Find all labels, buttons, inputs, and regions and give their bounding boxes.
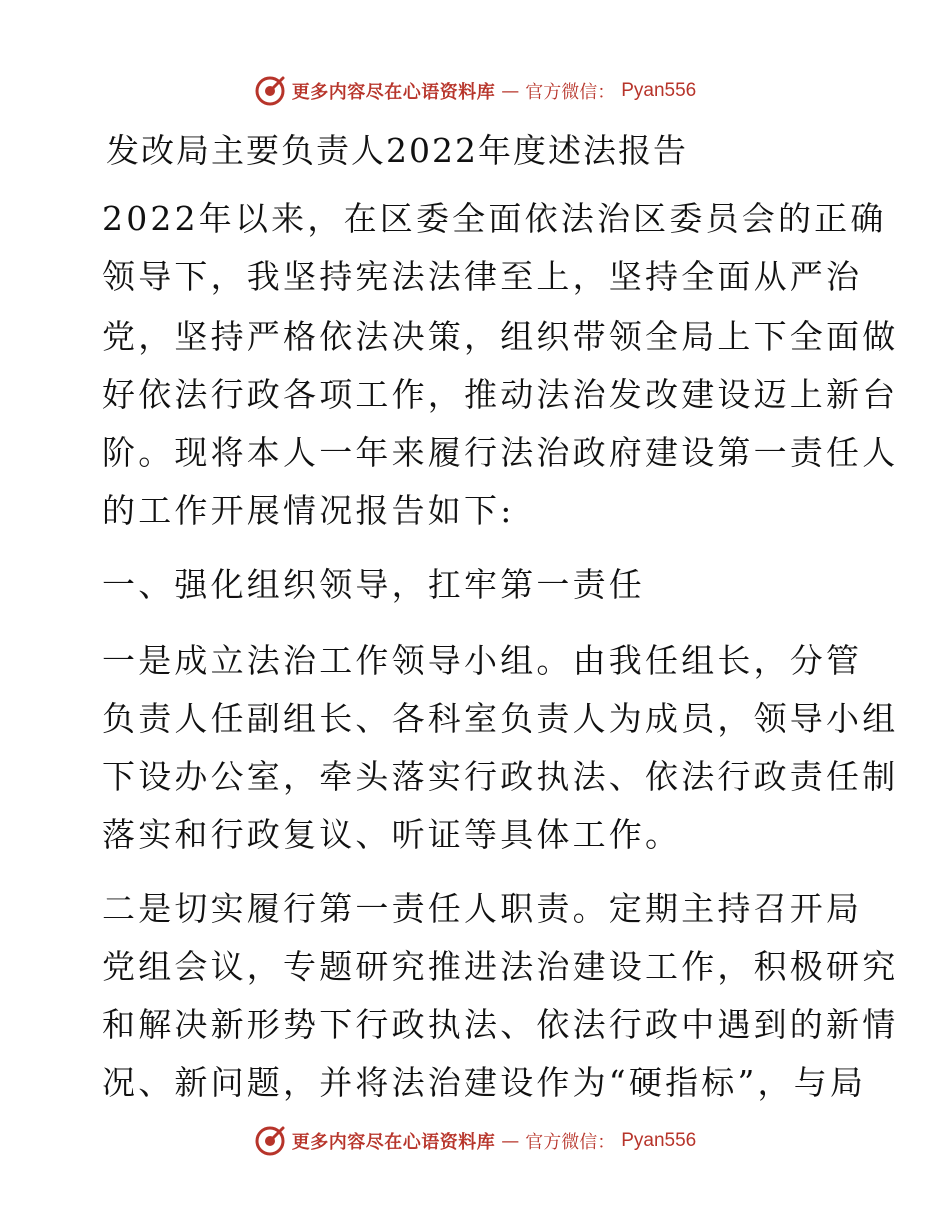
body-line: 二是切实履行第一责任人职责。定期主持召开局 [102,889,863,928]
body-line: 负责人任副组长、各科室负责人为成员，领导小组 [102,699,899,738]
body-line: 党组会议，专题研究推进法治建设工作，积极研究 [102,947,899,986]
body-line: 的工作开展情况报告如下: [102,491,515,530]
body-line: 阶。现将本人一年来履行法治政府建设第一责任人 [102,433,899,472]
body-line: 好依法行政各项工作，推动法治发改建设迈上新台 [102,375,899,414]
watermark-separator: — [501,80,520,102]
watermark-label: 官方微信： [525,82,616,103]
body-line: 落实和行政复议、听证等具体工作。 [102,815,682,854]
body-line: 和解决新形势下行政执法、依法行政中遇到的新情 [102,1005,899,1044]
body-line: 下设办公室，牵头落实行政执法、依法行政责任制 [102,757,899,796]
watermark-header [0,71,950,111]
watermark-label: 官方微信： [525,1132,616,1153]
watermark-separator: — [501,1130,520,1152]
watermark-wechat-id: Pyan556 [621,80,697,101]
section-heading: 一、强化组织领导，扛牢第一责任 [102,565,645,604]
logo-icon [254,75,286,107]
body-line: 2022年以来，在区委全面依法治区委员会的正确 [102,199,887,238]
body-line: 领导下，我坚持宪法法律至上，坚持全面从严治 [102,257,863,296]
document-title: 发改局主要负责人2022年度述法报告 [106,131,688,170]
logo-icon [254,1125,286,1157]
body-line: 党，坚持严格依法决策，组织带领全局上下全面做 [102,317,899,356]
body-line: 一是成立法治工作领导小组。由我任组长，分管 [102,641,863,680]
watermark-text: 更多内容尽在心语资料库 [291,82,496,103]
watermark-text: 更多内容尽在心语资料库 [291,1132,496,1153]
watermark-wechat-id: Pyan556 [621,1130,697,1151]
body-line: 况、新问题，并将法治建设作为“硬指标”，与局 [102,1063,867,1102]
watermark-footer [0,1121,950,1161]
